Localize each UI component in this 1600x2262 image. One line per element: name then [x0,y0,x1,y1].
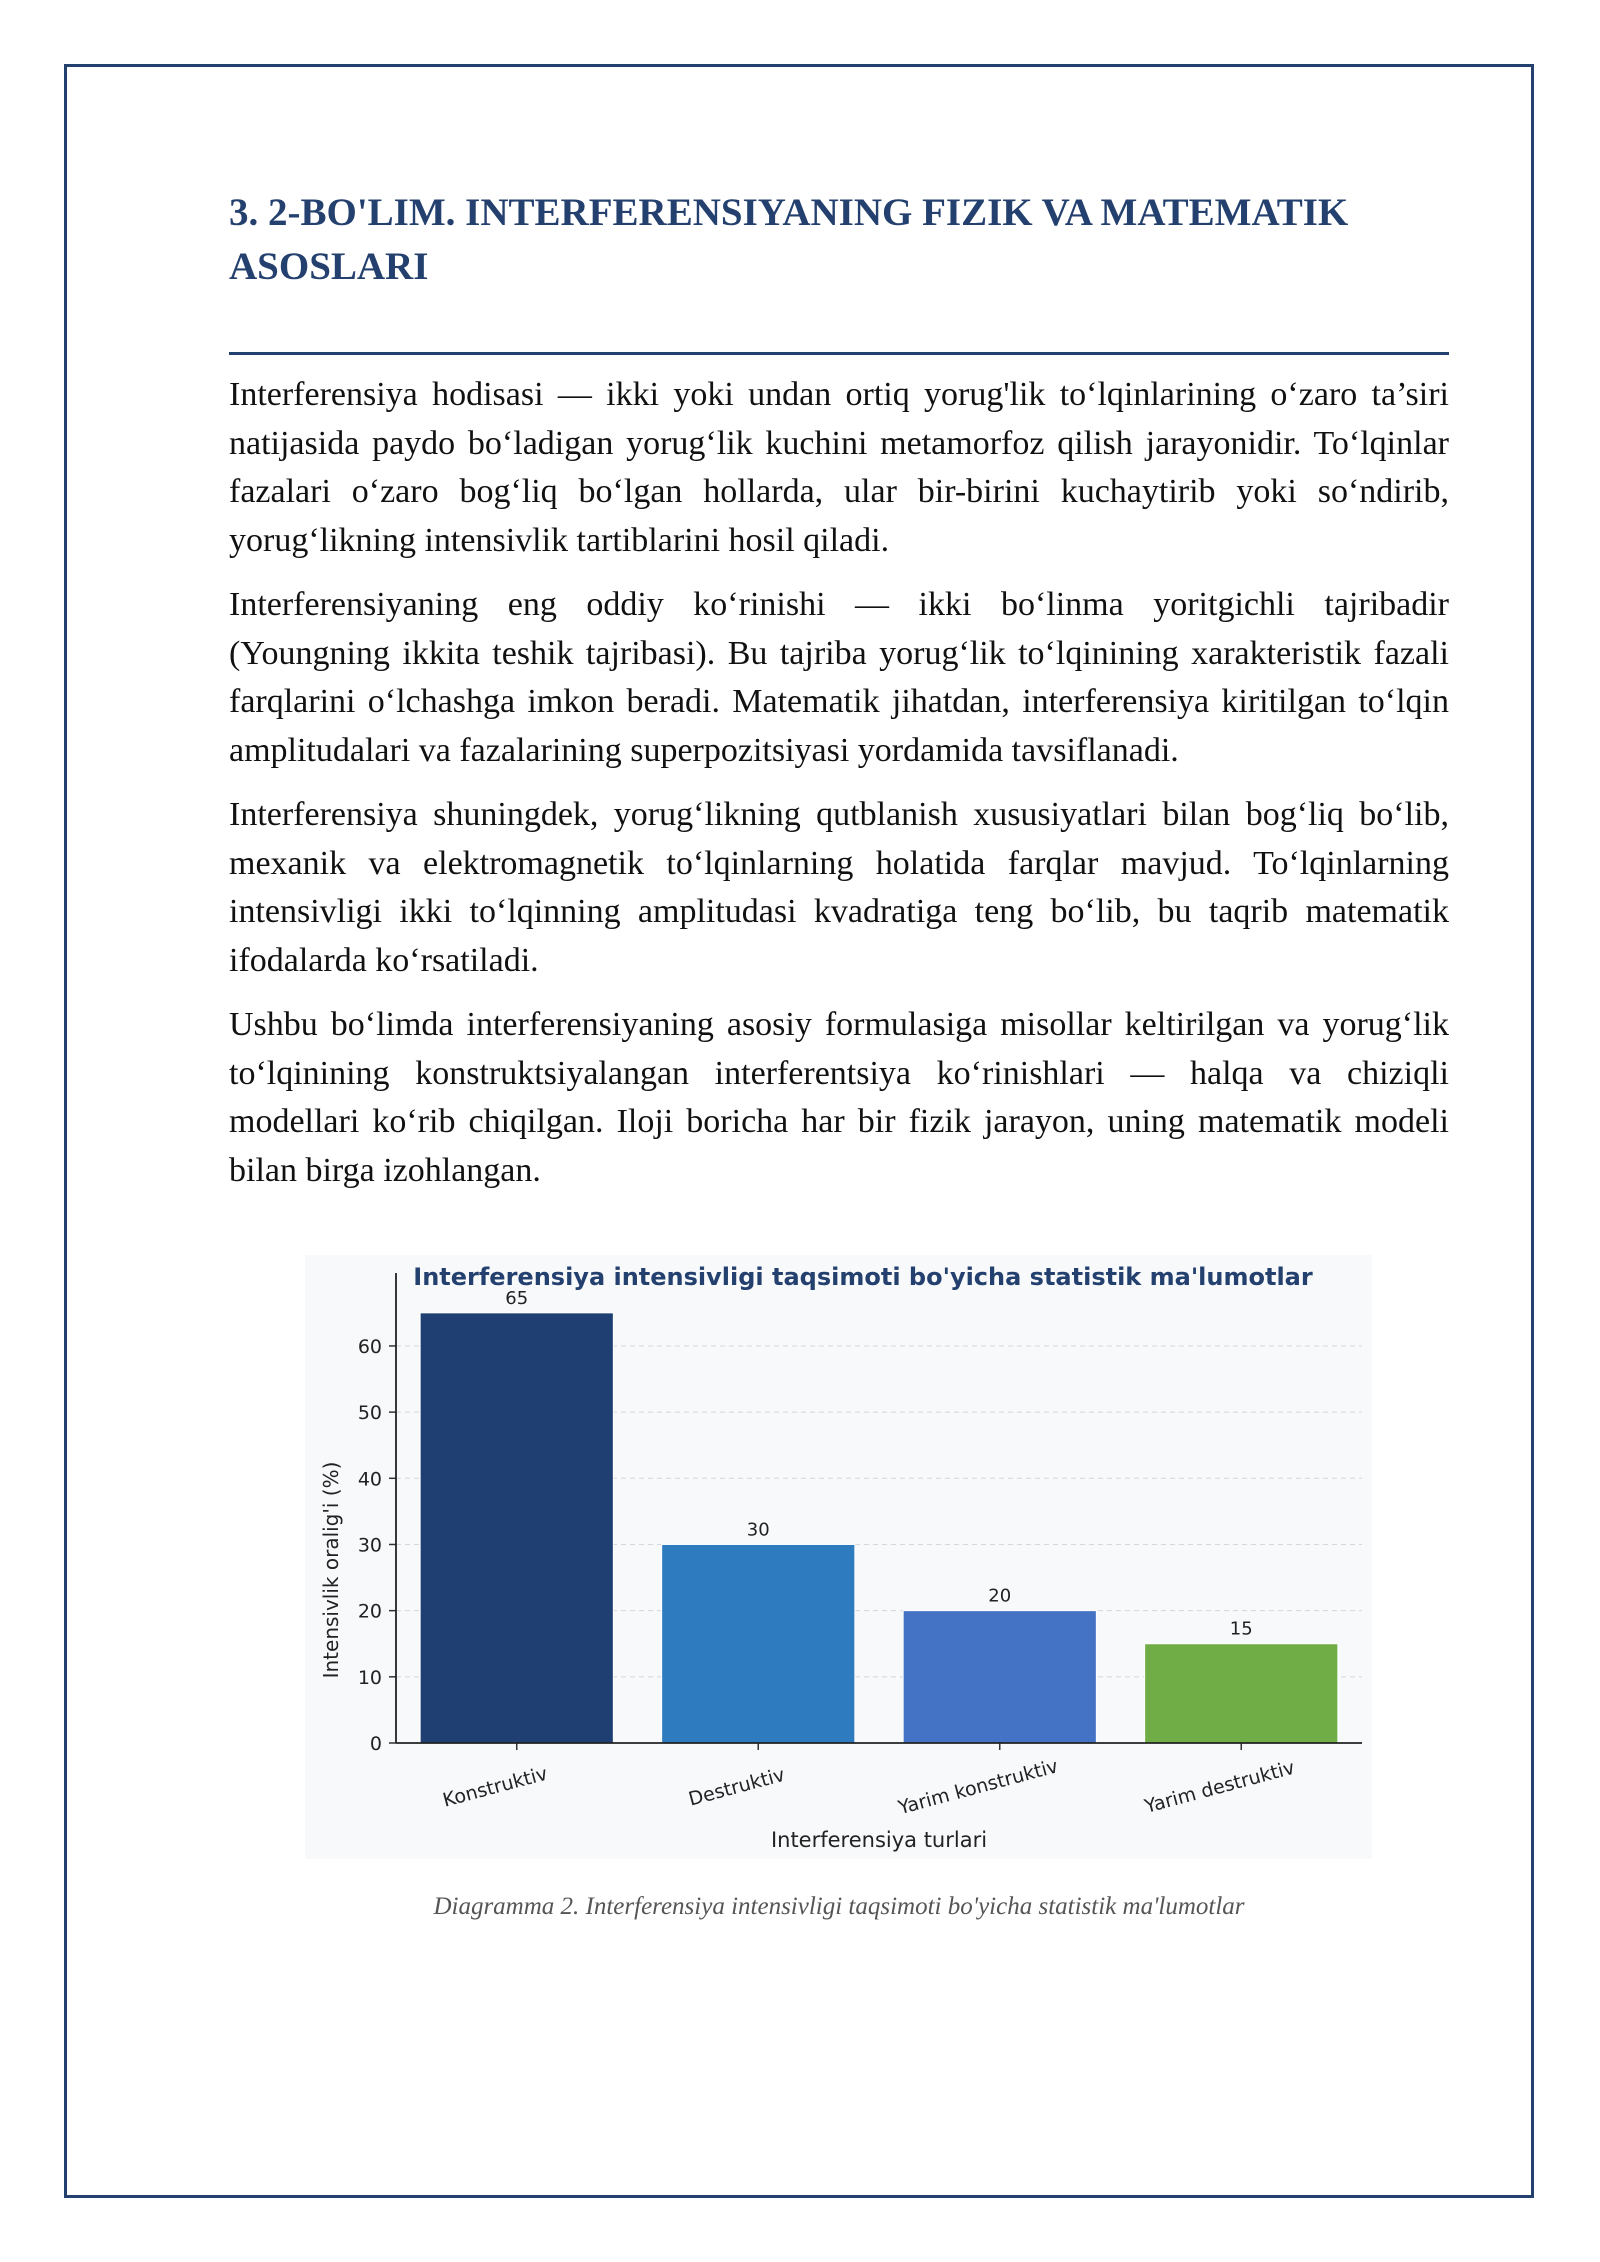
bar-value-label: 30 [746,1519,770,1541]
y-tick-label: 40 [357,1468,382,1491]
bar-value-label: 15 [1229,1618,1253,1640]
bar [662,1544,855,1743]
chart-title: Interferensiya intensivligi taqsimoti bo'yicha statistik ma'lumotlar [413,1263,1313,1291]
heading-divider [229,352,1449,355]
y-tick-label: 10 [357,1666,382,1689]
bar-value-label: 65 [505,1287,529,1309]
bar-chart-svg [305,1255,1372,1859]
x-tick-label: Destruktiv [686,1763,788,1811]
bar-value-label: 20 [988,1585,1012,1607]
chart-x-axis-label: Interferensiya turlari [770,1828,988,1852]
y-tick-label: 0 [369,1733,382,1755]
x-tick-label: Konstruktiv [440,1762,550,1812]
x-tick-label: Yarim destruktiv [1142,1756,1298,1818]
bar [1145,1644,1338,1743]
x-tick-label: Yarim konstruktiv [895,1755,1061,1820]
figure-caption: Diagramma 2. Interferensiya intensivligi taqsimoti bo'yicha statistik ma'lumotlar [433,1893,1245,1920]
paragraph-3: Interferensiya shuningdek, yorug‘likning qutblanish xususiyatlari bilan bog‘liq bo‘lib, mexanik va elektromagnetik to‘lqinlarning holatida farqlar mavjud. To‘lqinlarning intensivligi ikki to‘lqinning amplitudasi kvadratiga teng bo‘lib, bu taqrib matematik ifodalarda ko‘rsatiladi. [229,796,1449,979]
section-heading-line-2: ASOSLARI [229,245,429,288]
bar [420,1313,613,1743]
chart-data-labels [505,1288,1252,1640]
bar-chart [305,1255,1372,1859]
section-heading [229,186,1449,294]
chart-bars [420,1313,1338,1743]
paragraph-2: Interferensiyaning eng oddiy ko‘rinishi — ikki bo‘linma yoritgichli tajribadir (Youngning ikkita teshik tajribasi). Bu tajriba yorug‘lik to‘lqinining xarakteristik fazali farqlarini o‘lchashga imkon beradi. Matematik jihatdan, interferensiya kiritilgan to‘lqin amplitudalari va fazalarining superpozitsiyasi yordamida tavsiflanadi. [229,586,1449,769]
paragraph-4: Ushbu bo‘limda interferensiyaning asosiy formulasiga misollar keltirilgan va yorug‘lik to‘lqinining konstruktsiyalangan interferentsiya ko‘rinishlari — halqa va chiziqli modellari ko‘rib chiqilgan. Iloji boricha har bir fizik jarayon, uning matematik modeli bilan birga izohlangan. [229,1006,1449,1189]
y-tick-label: 50 [357,1402,382,1425]
paragraph-1: Interferensiya hodisasi — ikki yoki undan ortiq yorug'lik to‘lqinlarining o‘zaro ta’siri natijasida paydo bo‘ladigan yorug‘lik kuchini metamorfoz qilish jarayonidir. To‘lqinlar fazalari o‘zaro bog‘liq bo‘lgan hollarda, ular bir-birini kuchaytirib yoki so‘ndirib, yorug‘likning intensivlik tartiblarini hosil qiladi. [229,376,1449,559]
y-tick-label: 60 [357,1335,382,1358]
y-tick-label: 30 [357,1534,382,1557]
section-heading-line-1: 3. 2-BO'LIM. INTERFERENSIYANING FIZIK VA MATEMATIK [229,191,1349,234]
y-tick-label: 20 [357,1600,382,1623]
bar [903,1611,1096,1743]
body-text [229,371,1449,1211]
chart-y-axis-label: Intensivlik oralig'i (%) [319,1461,343,1679]
